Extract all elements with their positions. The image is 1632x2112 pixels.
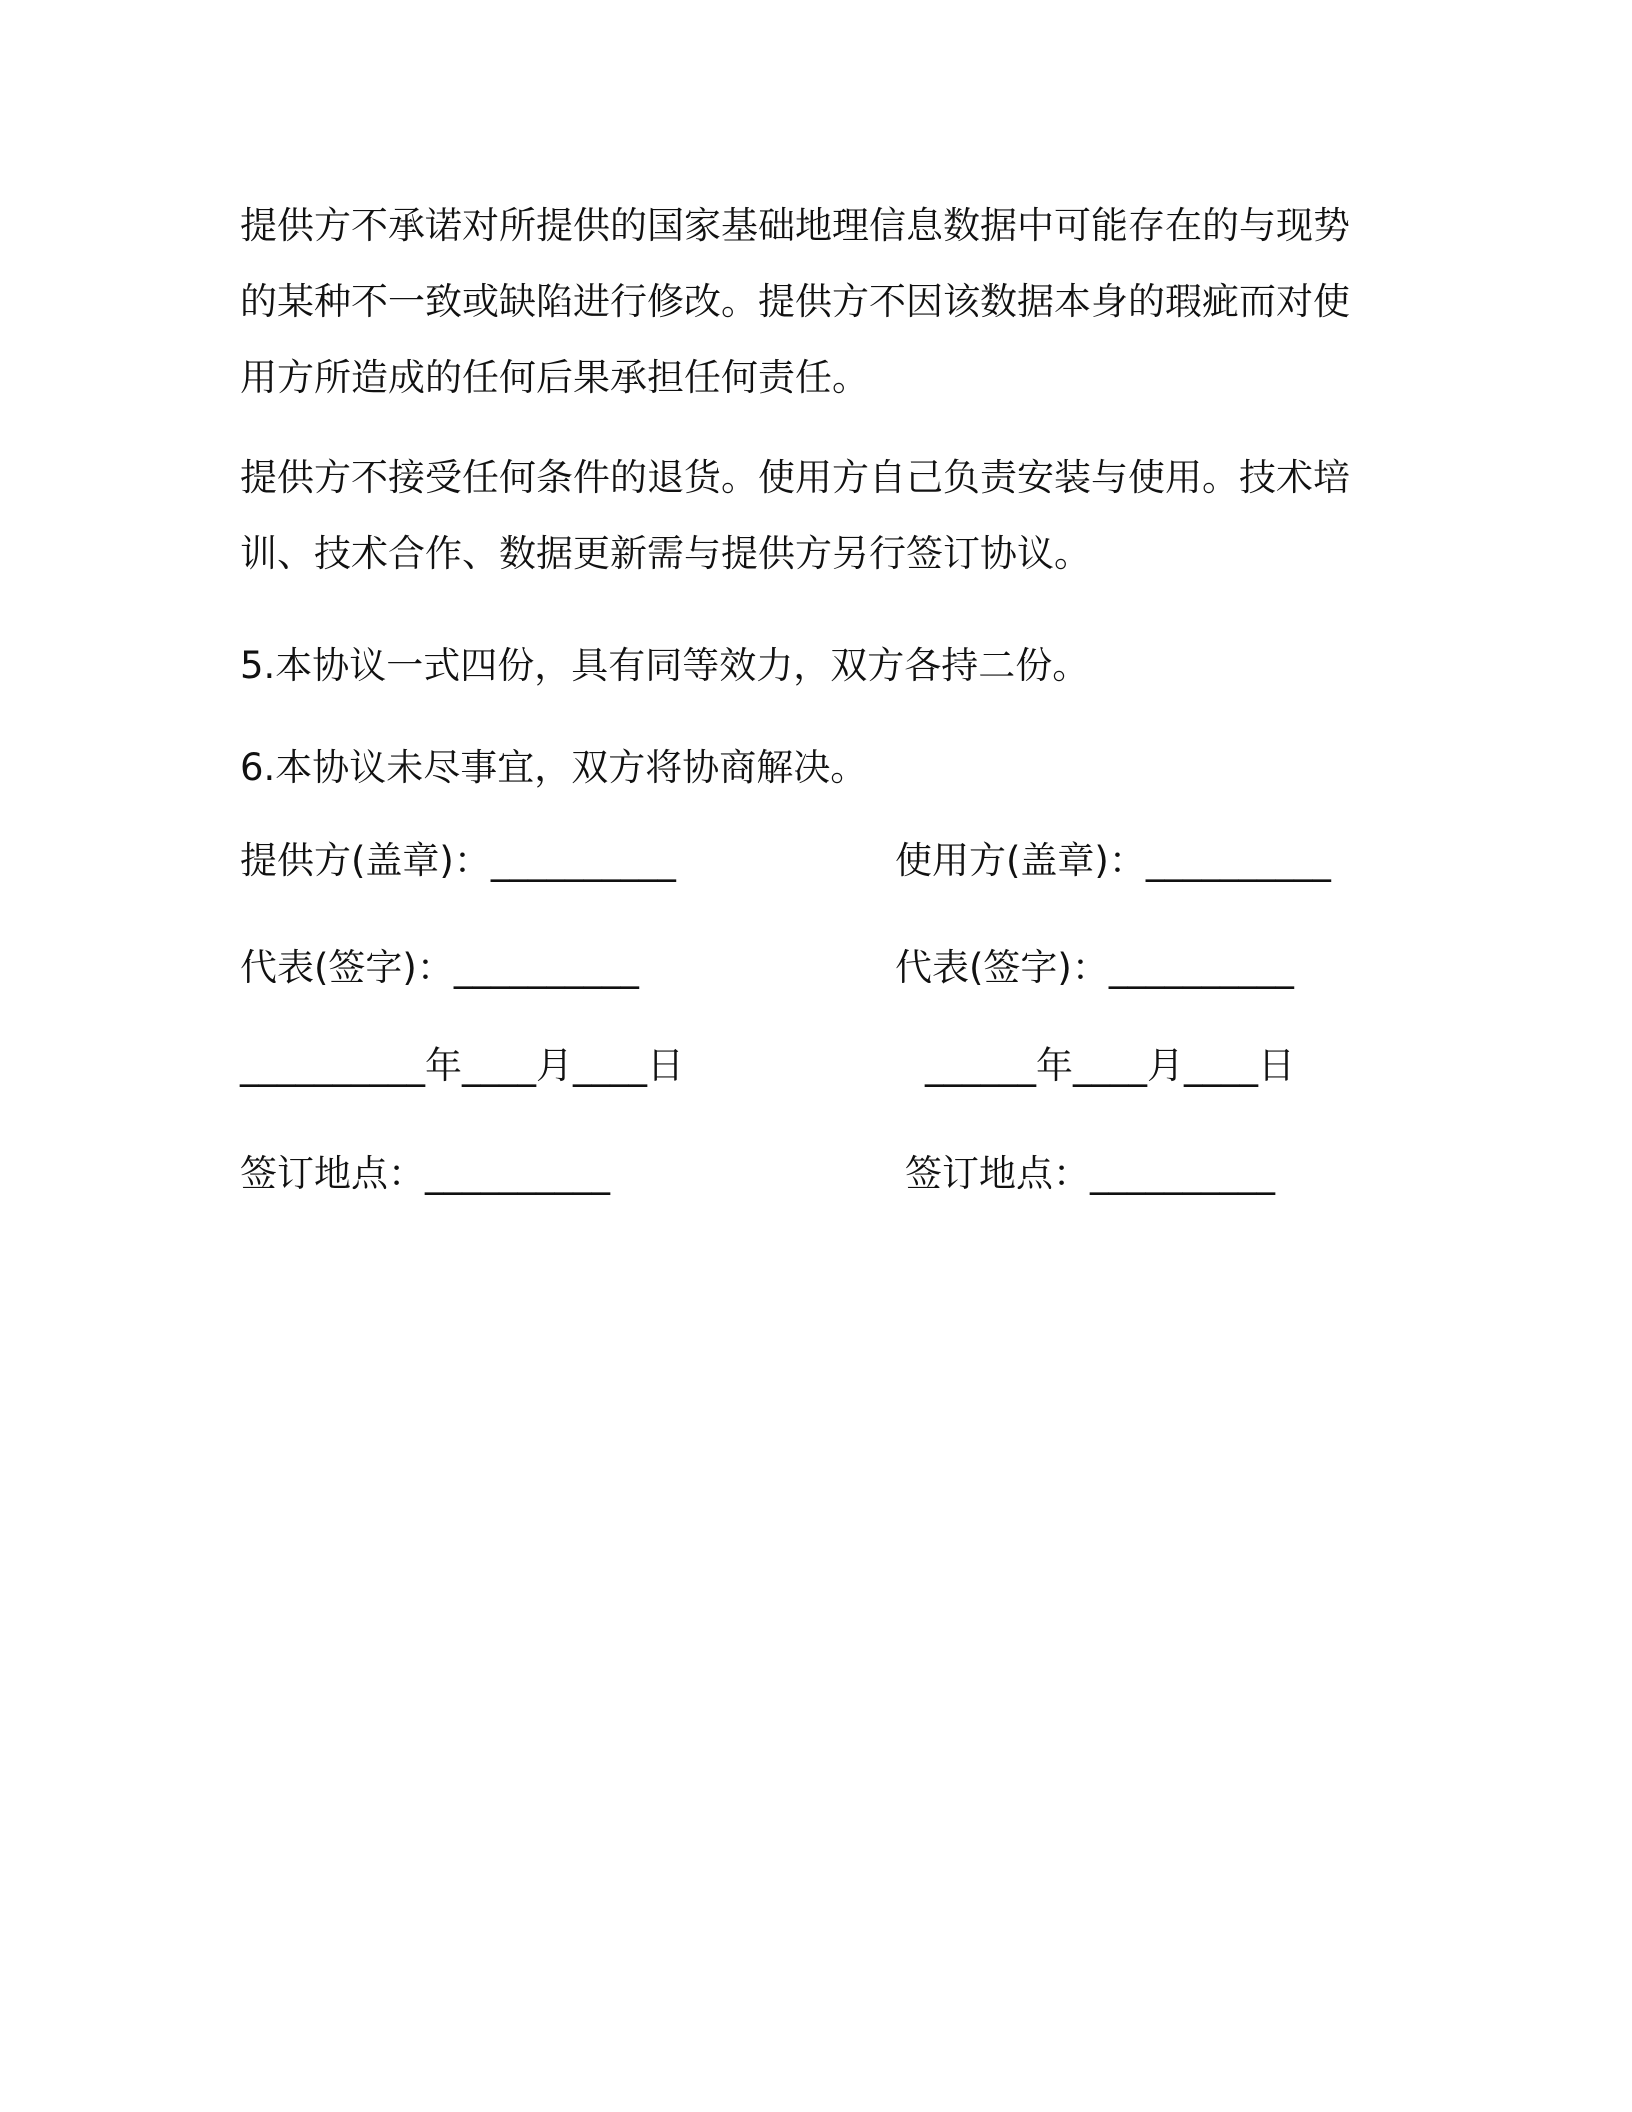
provider-date-line: __________年____月____日	[240, 1044, 684, 1087]
paragraph-disclaimer: 提供方不承诺对所提供的国家基础地理信息数据中可能存在的与现势的某种不一致或缺陷进行修改。提供方不因该数据本身的瑕疵而对使用方所造成的任何后果承担任何责任。	[240, 204, 1350, 399]
paragraph-no-returns: 提供方不接受任何条件的退货。使用方自己负责安装与使用。技术培训、技术合作、数据更新需与提供方另行签订协议。	[240, 456, 1350, 575]
paragraph-clause-5: 5.本协议一式四份，具有同等效力，双方各持二份。	[240, 644, 1090, 687]
provider-seal-line: 提供方(盖章)：__________	[240, 839, 676, 882]
user-place-line: 签订地点：__________	[905, 1152, 1275, 1195]
provider-rep-line: 代表(签字)：__________	[240, 946, 639, 989]
paragraph-clause-6: 6.本协议未尽事宜，双方将协商解决。	[240, 746, 868, 789]
user-rep-line: 代表(签字)：__________	[895, 946, 1294, 989]
provider-place-line: 签订地点：__________	[240, 1152, 610, 1195]
user-date-line: ______年____月____日	[925, 1044, 1295, 1087]
user-seal-line: 使用方(盖章)：__________	[895, 839, 1331, 882]
